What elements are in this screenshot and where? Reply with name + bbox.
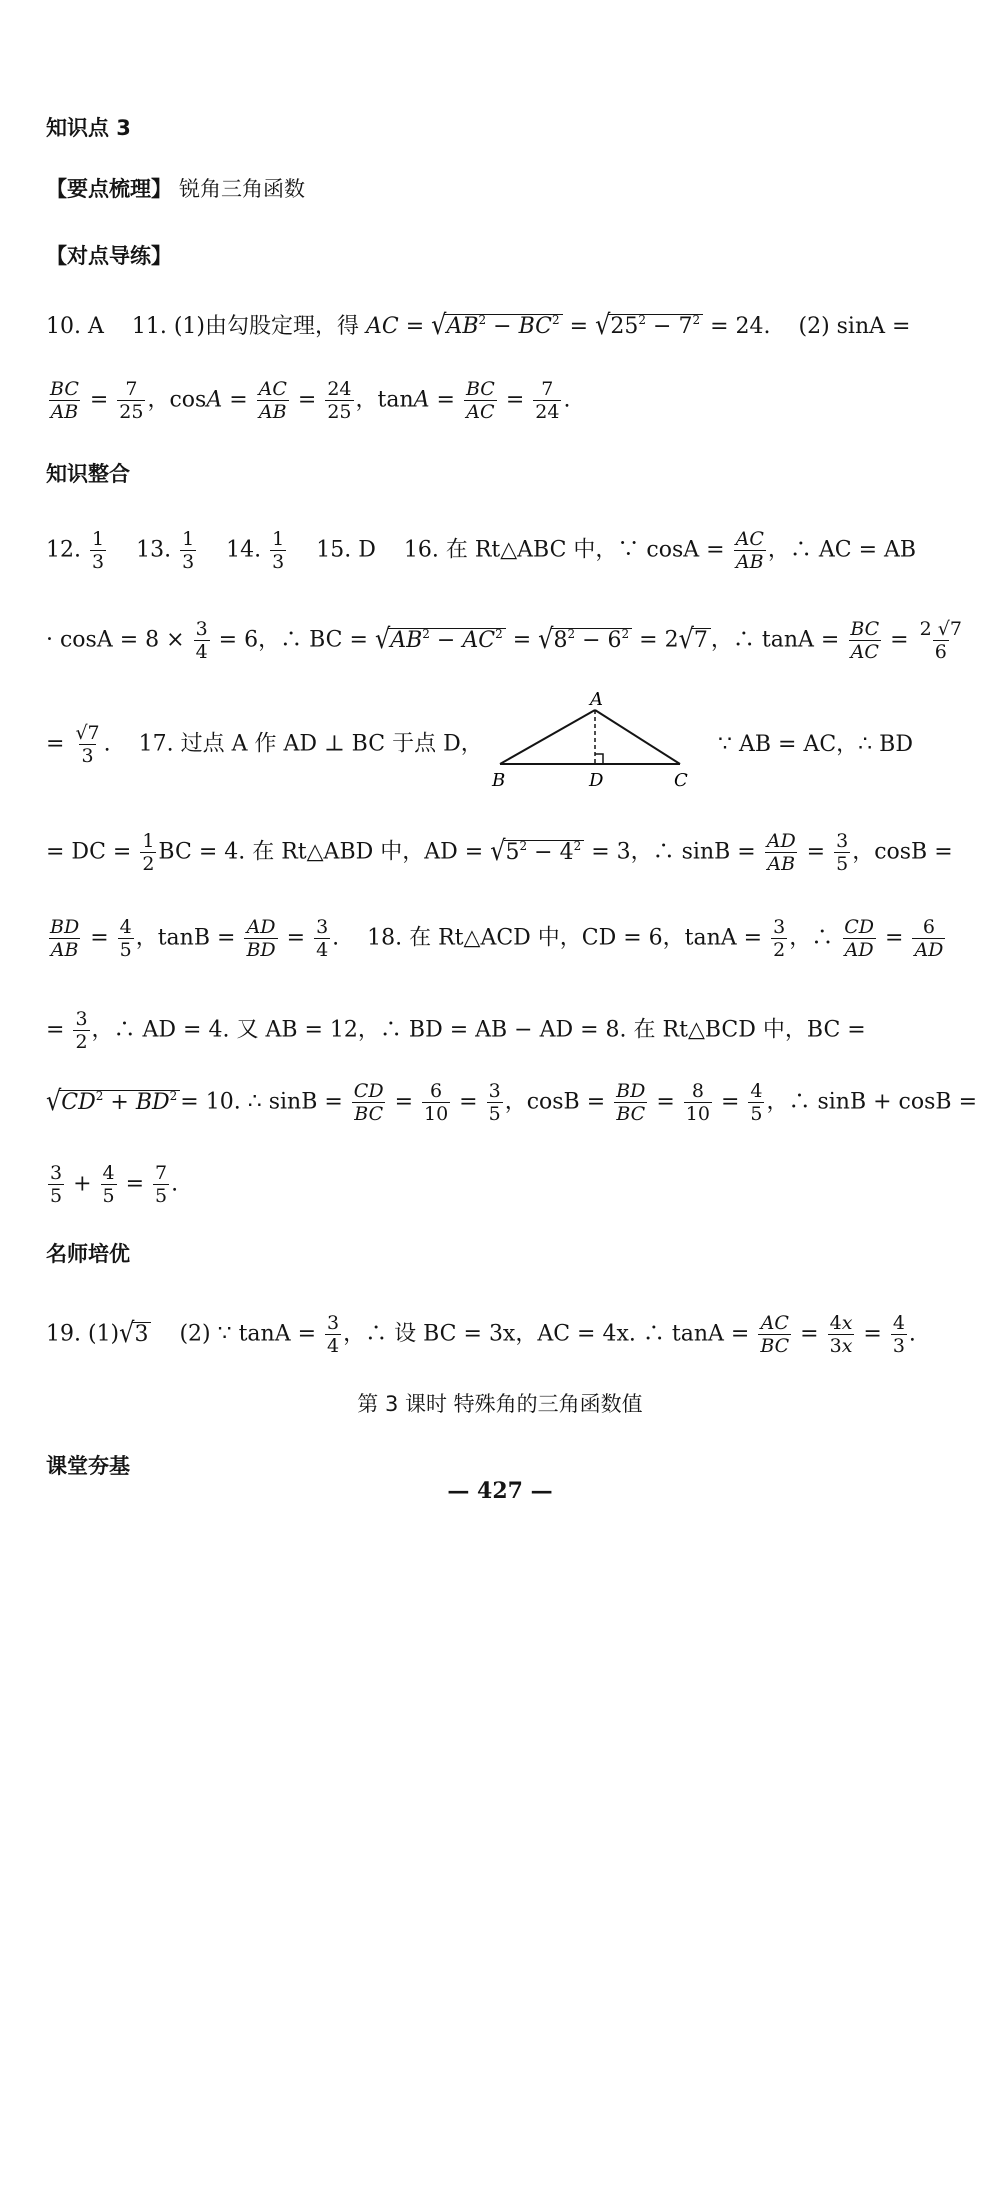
q18-line2: = $\frac{3}{2}$ ，∴ AD = 4. 又 AB = 12，∴ BD = AB − AD = 8. 在 Rt△BCD 中，BC = <box>46 1008 866 1053</box>
section-mingshi: 名师培优 <box>46 1242 130 1266</box>
q18-lead: 18. 在 Rt△ACD 中，CD = 6，tanA = <box>367 925 763 951</box>
q12-q16-line: 12. $\frac{1}{3}$ 13. $\frac{1}{3}$ 14. $\frac{1}{3}$ 15. D 16. 在 Rt△ABC 中，∵ cosA = $\frac{AC}{AB}$ ，∴ AC = AB <box>46 528 917 573</box>
q19-line: 19. (1)√3 (2) ∵ tanA = $\frac{3}{4}$ ，∴ 设 BC = 3x，AC = 4x. ∴ tanA = $\frac{AC}{BC}$ = $\frac{4x}{3x}$ = $\frac{4}{3}$ . <box>46 1312 916 1357</box>
yaodian-tag: 【要点梳理】 <box>46 177 172 201</box>
label-c: C <box>674 770 688 791</box>
q16-lead: 16. 在 Rt△ABC 中，∵ cosA = <box>403 537 725 563</box>
q10-answer: 10. A <box>46 314 104 339</box>
q10-q11-line: 10. A 11. (1)由勾股定理，得 AC = $√AB^2 - BC^2 = √25^2 - 7^2 = 24$. (2) sinA = <box>46 308 911 342</box>
label-b: B <box>492 770 506 791</box>
q11-part2: (2) sinA = <box>798 314 911 339</box>
label-a: A <box>590 692 603 710</box>
q16-line2: · cosA = 8 × $\frac{3}{4}$ = 6，∴ BC = $√AB^2 - AC^2 = √8^2 - 6^2 = 2√7$ ，∴ tanA = $\frac{BC}{AC}$ = $\frac{2 √7}{6}$ <box>46 618 962 663</box>
q11-lead: 11. (1)由勾股定理，得 <box>131 314 360 339</box>
q16-line3: = $\frac{√7}{3}$ . 17. 过点 A 作 AD ⊥ BC 于点 D， <box>46 722 483 767</box>
section-zhengge: 知识整合 <box>46 462 130 486</box>
segment-ab <box>500 710 595 764</box>
q17-q18-line: $\frac{BD}{AB}$ = $\frac{4}{5}$ ，tanB = $\frac{AD}{BD}$ = $\frac{3}{4}$ . 18. 在 Rt△ACD 中，CD = 6，tanA = $\frac{3}{2}$ ，∴ $\frac{CD}{AD}$ = $\frac{6}{AD}$ <box>50 916 944 961</box>
q17-because: ∵ AB = AC，∴ BD <box>718 732 913 757</box>
lesson-title: 第 3 课时 特殊角的三角函数值 <box>357 1392 643 1416</box>
triangle-figure <box>490 692 710 792</box>
q11-line2: $\frac{BC}{AB}$ = $\frac{7}{25}$ ，cosA = $\frac{AC}{AB}$ = $\frac{24}{25}$ ，tanA = $\frac{BC}{AC}$ = $\frac{7}{24}$ . <box>50 378 571 423</box>
section-zhishidian: 知识点 3 <box>46 116 131 140</box>
yaodian-text: 锐角三角函数 <box>179 177 305 201</box>
right-angle-mark <box>595 754 603 764</box>
label-d: D <box>589 770 604 791</box>
q18-line3: $√CD^2 + BD^2 = 10$. ∴ sinB = $\frac{CD}{BC}$ = $\frac{6}{10}$ = $\frac{3}{5}$ ，cosB = $\frac{BD}{BC}$ = $\frac{8}{10}$ = $\frac{4}{5}$ ，∴ sinB + cosB = <box>46 1080 978 1125</box>
q18-line4: $\frac{3}{5}$ + $\frac{4}{5}$ = $\frac{7}{5}$ . <box>50 1162 179 1207</box>
q17-lead: 17. 过点 A 作 AD ⊥ BC 于点 D， <box>138 731 483 757</box>
segment-ac <box>595 710 680 764</box>
q15-answer: 15. D <box>316 537 376 563</box>
section-duidian: 【对点导练】 <box>46 244 172 268</box>
yaodian-heading <box>46 174 305 205</box>
q17-line2: = DC = $\frac{1}{2}$ BC = 4. 在 Rt△ABD 中，AD = $√5^2 - 4^2 = 3$，∴ sinB = $\frac{AD}{AB}$ = $\frac{3}{5}$ ，cosB = <box>46 830 953 875</box>
section-ketang: 课堂夯基 <box>46 1454 130 1478</box>
page-number: — 427 — <box>447 1478 553 1504</box>
q11-answer: 24. <box>735 314 771 339</box>
